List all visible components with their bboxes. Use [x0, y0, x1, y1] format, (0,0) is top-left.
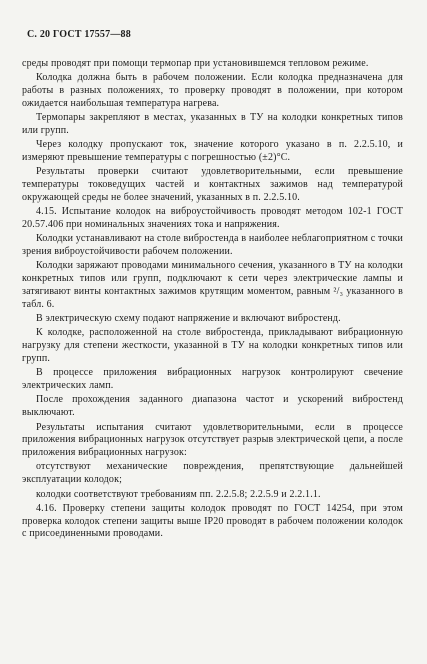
paragraph: Колодки заряжают проводами минимального сечения, указанного в ТУ на колодки конкретных типов или групп, подключают к сети через электрические лампы и затягивают винты контактных зажимов крутящим моментом, равным ²/₃ указанного в табл. 6. [22, 260, 403, 310]
paragraph: колодки соответствуют требованиям пп. 2.2.5.8; 2.2.5.9 и 2.2.1.1. [36, 488, 321, 500]
paragraph: 4.16. Проверку степени защиты колодок проводят по ГОСТ 14254, при этом проверка колодок степени защиты выше IP20 проводят в рабочем положении колодок с присоединенными проводами. [22, 502, 403, 540]
paragraph: Через колодку пропускают ток, значение которого указано в п. 2.2.5.10, и измеряют превышение температуры с погрешностью (±2)°С. [22, 139, 403, 164]
paragraph: В процессе приложения вибрационных нагрузок контролируют свечение электрических ламп. [22, 367, 403, 392]
paragraph: В электрическую схему подают напряжение и включают вибростенд. [36, 313, 341, 325]
paragraph: К колодке, расположенной на столе вибростенда, прикладывают вибрационную нагрузку для степени жесткости, указанной в ТУ на колодки конкретных типов или групп. [22, 327, 403, 365]
paragraph: Результаты проверки считают удовлетворительными, если превышение температуры токоведущих частей и контактных зажимов над температурой окружающей среды не более значений, указанных в п. 2.2.5.10. [22, 166, 403, 203]
paragraph: После прохождения заданного диапазона частот и ускорений вибростенд выключают. [22, 394, 403, 419]
paragraph: Термопары закрепляют в местах, указанных в ТУ на колодки конкретных типов или групп. [22, 112, 403, 136]
paragraph: Колодка должна быть в рабочем положении. Если колодка предназначена для работы в разных положениях, то проверку проводят в положении, при котором ожидается наибольшая температура нагрева. [22, 72, 403, 109]
paragraph: 4.15. Испытание колодок на виброустойчивость проводят методом 102-1 ГОСТ 20.57.406 при номинальных значениях тока и напряжения. [22, 206, 403, 231]
page-header: С. 20 ГОСТ 17557—88 [27, 29, 131, 40]
paragraph: отсутствуют механические повреждения, препятствующие дальнейшей эксплуатации колодок; [22, 461, 403, 486]
paragraph: среды проводят при помощи термопар при установившемся тепловом режиме. [22, 58, 369, 69]
paragraph: Результаты испытания считают удовлетворительными, если в процессе приложения вибрационных нагрузок отсутствует разрыв электрической цепи, а после приложения вибрационных нагрузок: [22, 421, 403, 459]
paragraph: Колодки устанавливают на столе вибростенда в наиболее неблагоприятном с точки зрения виброустойчивости рабочем положении. [22, 233, 403, 258]
document-body [22, 58, 403, 543]
